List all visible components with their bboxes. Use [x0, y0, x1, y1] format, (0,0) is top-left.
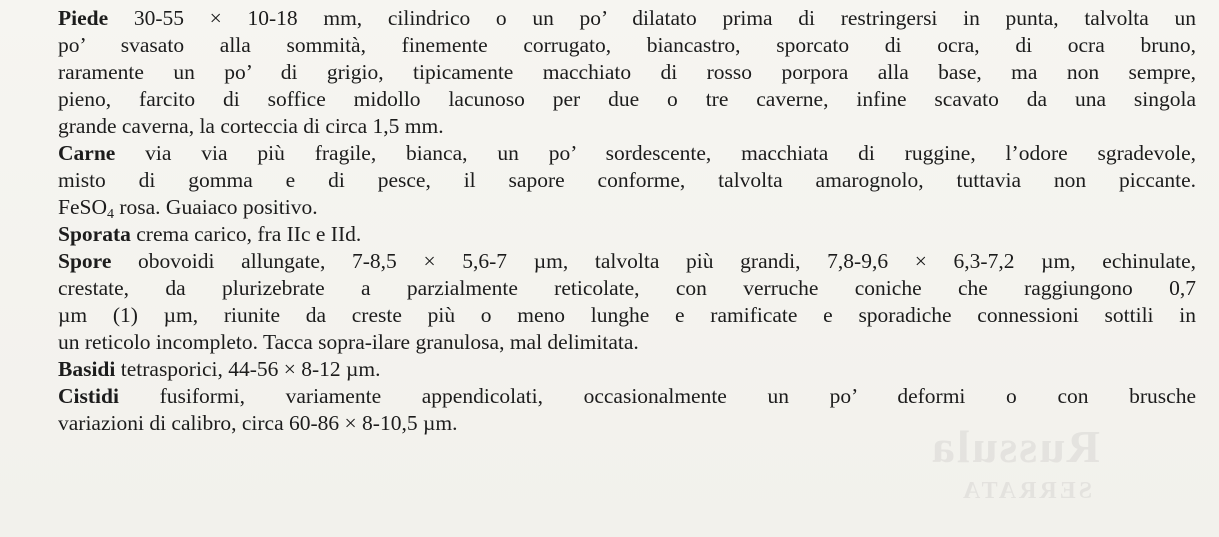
bleed-through-subtitle: SERRATA — [960, 478, 1093, 504]
text-line — [58, 248, 1196, 275]
text-fragment: rosa. Guaiaco positivo. — [113, 195, 318, 219]
chem-subscript: 4 — [106, 207, 114, 222]
paragraph-spore — [58, 248, 1196, 356]
paragraph-sporata — [58, 221, 1196, 248]
text-line — [58, 383, 1196, 410]
text-line: crestate, da plurizebrate a parzialmente reticolate, con verruche coniche che raggiungono 0,7 — [58, 276, 1196, 300]
text-line — [58, 221, 1196, 248]
term-sporata: Sporata — [58, 222, 131, 246]
term-piede: Piede — [58, 6, 109, 30]
text-line: pieno, farcito di soffice midollo lacunoso per due o tre caverne, infine scavato da una singola — [58, 87, 1196, 111]
text-line — [58, 140, 1196, 167]
text-fragment: obovoidi allungate, 7-8,5 × 5,6-7 µm, talvolta più grandi, 7,8-9,6 × 6,3-7,2 µm, echinulate, — [111, 249, 1196, 273]
text-line: grande caverna, la corteccia di circa 1,5 mm. — [58, 114, 444, 138]
paragraph-carne — [58, 140, 1196, 221]
text-line: po’ svasato alla sommità, finemente corrugato, biancastro, sporcato di ocra, di ocra bruno, — [58, 33, 1196, 57]
page-crop-edge — [0, 529, 1219, 537]
text-line — [58, 356, 1196, 383]
text-fragment: 30-55 × 10-18 mm, cilindrico o un po’ dilatato prima di restringersi in punta, talvolta un — [108, 6, 1196, 30]
paragraph-basidi — [58, 356, 1196, 383]
text-line: variazioni di calibro, circa 60-86 × 8-10,5 µm. — [58, 411, 458, 435]
paragraph-cistidi — [58, 383, 1196, 437]
chem-formula: FeSO — [58, 195, 107, 219]
bleed-through-title: Russula — [930, 421, 1100, 472]
term-spore: Spore — [58, 249, 112, 273]
text-line: un reticolo incompleto. Tacca sopra-ilare granulosa, mal delimitata. — [58, 330, 639, 354]
text-fragment: via via più fragile, bianca, un po’ sordescente, macchiata di ruggine, l’odore sgradevole, — [115, 141, 1196, 165]
text-fragment: tetrasporici, 44-56 × 8-12 µm. — [115, 357, 381, 381]
text-line — [58, 194, 1196, 221]
text-line: µm (1) µm, riunite da creste più o meno lunghe e ramificate e sporadiche connessioni sottili in — [58, 303, 1196, 327]
text-fragment: fusiformi, variamente appendicolati, occasionalmente un po’ deformi o con brusche — [118, 384, 1196, 408]
text-line — [58, 5, 1196, 32]
term-basidi: Basidi — [58, 357, 116, 381]
term-carne: Carne — [58, 141, 116, 165]
text-fragment: crema carico, fra IIc e IId. — [130, 222, 362, 246]
text-line: misto di gomma e di pesce, il sapore conforme, talvolta amarognolo, tuttavia non piccante. — [58, 168, 1196, 192]
paragraph-piede — [58, 5, 1196, 140]
text-line: raramente un po’ di grigio, tipicamente macchiato di rosso porpora alla base, ma non sempre, — [58, 60, 1196, 84]
description-text — [58, 5, 1196, 437]
term-cistidi: Cistidi — [58, 384, 119, 408]
